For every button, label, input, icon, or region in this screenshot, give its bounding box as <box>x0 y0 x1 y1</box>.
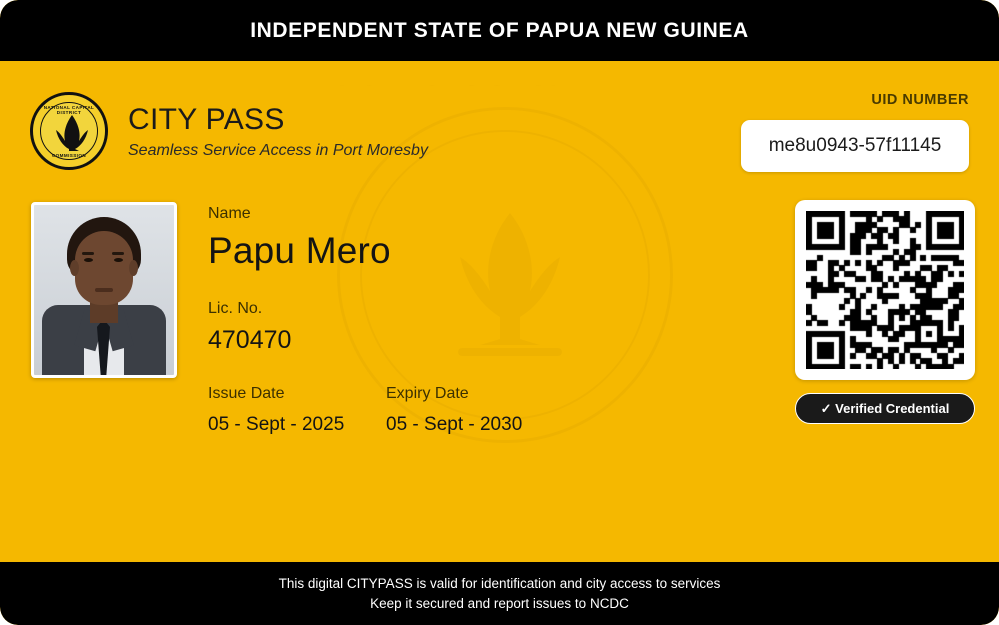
photo-brow-left <box>82 252 94 255</box>
holder-name: Papu Mero <box>208 230 391 271</box>
issue-date-value: 05 - Sept - 2025 <box>208 414 345 435</box>
ncdc-seal-logo <box>30 92 108 170</box>
expiry-date-value: 05 - Sept - 2030 <box>386 414 523 435</box>
photo-ear-left <box>70 260 79 276</box>
qr-code-canvas <box>806 211 964 369</box>
status-badge <box>795 393 975 424</box>
card-header <box>0 0 999 61</box>
brand-title: CITY PASS <box>128 102 285 136</box>
uid-value-box <box>741 120 969 172</box>
issue-date-label: Issue Date <box>208 385 285 402</box>
license-number: 470470 <box>208 326 292 354</box>
photo-eye-left <box>84 258 93 262</box>
expiry-date-group <box>386 385 522 436</box>
issue-date-group <box>208 385 386 436</box>
page-title: INDEPENDENT STATE OF PAPUA NEW GUINEA <box>250 18 749 42</box>
license-label: Lic. No. <box>208 300 263 317</box>
uid-value: me8u0943-57f11145 <box>768 135 942 156</box>
verified-label: ✓ Verified Credential <box>820 400 950 416</box>
photo-mouth <box>95 288 113 292</box>
avatar <box>34 205 174 375</box>
brand-subtitle: Seamless Service Access in Port Moresby <box>128 141 428 159</box>
photo-brow-right <box>112 252 124 255</box>
dates-row <box>208 385 522 436</box>
footer-line-2: Keep it secured and report issues to NCDC <box>370 595 629 611</box>
expiry-date-label: Expiry Date <box>386 385 469 402</box>
photo-ear-right <box>129 260 138 276</box>
qr-code[interactable] <box>795 200 975 380</box>
card-footer <box>0 562 999 625</box>
footer-line-1: This digital CITYPASS is valid for identification and city access to services <box>278 575 721 591</box>
holder-details <box>208 205 522 436</box>
name-label: Name <box>208 205 251 222</box>
holder-photo-frame <box>31 202 177 378</box>
seal-bird-icon <box>55 113 89 153</box>
uid-label: UID NUMBER <box>871 92 969 108</box>
photo-face <box>75 231 133 305</box>
seal-top-text: NATIONAL CAPITAL DISTRICT <box>43 105 95 115</box>
watermark-bottom-text <box>330 85 583 92</box>
brand-text <box>128 103 428 160</box>
brand-block <box>30 92 428 170</box>
photo-eye-right <box>114 258 123 262</box>
watermark-top-text <box>330 85 680 92</box>
seal-bottom-text: COMMISSION <box>51 153 87 158</box>
